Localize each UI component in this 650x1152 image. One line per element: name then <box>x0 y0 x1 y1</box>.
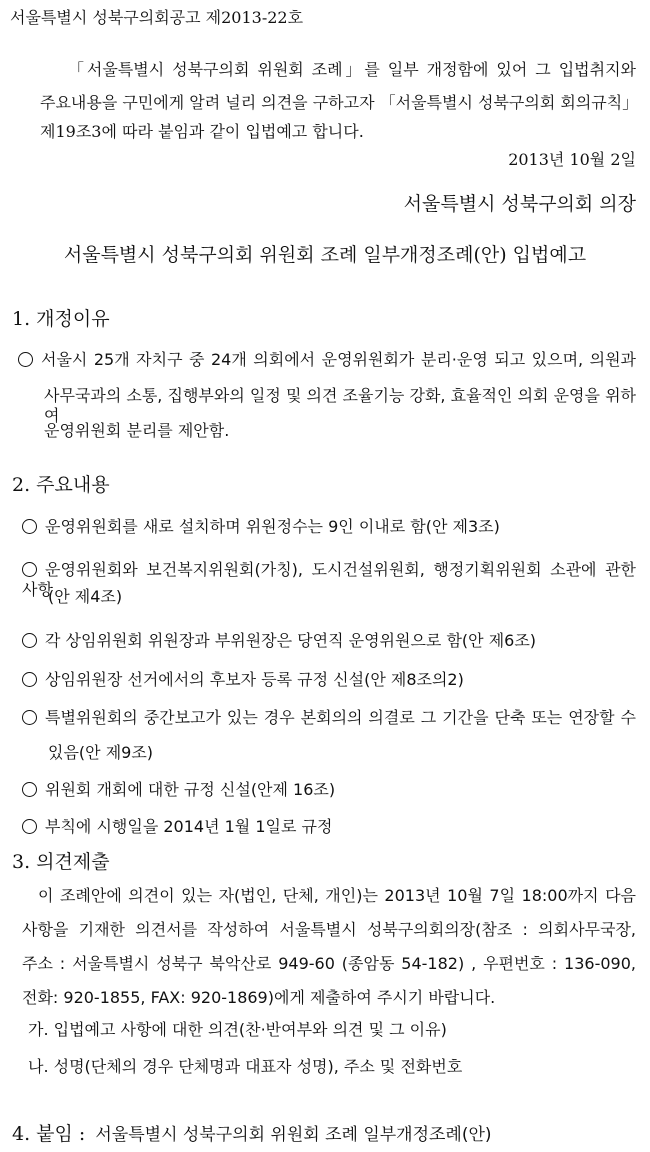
bullet-circle-icon <box>22 519 37 534</box>
section3-line-2: 사항을 기재한 의견서를 작성하여 서울특별시 성북구의회의장(참조 : 의회사무국장, <box>22 920 636 939</box>
section4-heading: 4. 붙임 : <box>12 1123 86 1145</box>
intro-line-1: 「서울특별시 성북구의회 위원회 조례」를 일부 개정함에 있어 그 입법취지와 <box>68 60 636 79</box>
notice-date: 2013년 10월 2일 <box>508 150 636 169</box>
list-item: 운영위원회와 보건복지위원회(가칭), 도시건설위원회, 행정기획위원회 소관에 관한 사항 <box>22 560 636 599</box>
list-item: 위원회 개회에 대한 규정 신설(안제 16조) <box>22 780 335 800</box>
section2-heading: 2. 주요내용 <box>12 474 110 496</box>
bullet-circle-icon <box>22 819 37 834</box>
section1-line-2: 사무국과의 소통, 집행부와의 일정 및 의견 조율기능 강화, 효율적인 의회 운영을 위하여 <box>44 386 636 425</box>
signer-name: 서울특별시 성북구의회 의장 <box>403 193 636 215</box>
intro-line-2: 주요내용을 구민에게 알려 널리 의견을 구하고자 「서울특별시 성북구의회 회의규칙」 <box>40 93 639 112</box>
section3-line-1: 이 조례안에 의견이 있는 자(법인, 단체, 개인)는 2013년 10월 7일 18:00까지 다음 <box>38 886 636 905</box>
section1-line-3: 운영위원회 분리를 제안함. <box>44 421 230 440</box>
bullet-circle-icon <box>18 352 33 367</box>
section1-heading: 1. 개정이유 <box>12 308 110 330</box>
list-item: 각 상임위원회 위원장과 부위원장은 당연직 운영위원으로 함(안 제6조) <box>22 631 536 651</box>
section3-item-na: 나. 성명(단체의 경우 단체명과 대표자 성명), 주소 및 전화번호 <box>28 1057 463 1076</box>
list-item: 상임위원장 선거에서의 후보자 등록 규정 신설(안 제8조의2) <box>22 670 464 690</box>
attachment-title: 서울특별시 성북구의회 위원회 조례 일부개정조례(안) <box>95 1125 492 1145</box>
section3-item-ga: 가. 입법예고 사항에 대한 의견(찬·반여부와 의견 및 그 이유) <box>28 1020 447 1039</box>
bullet-circle-icon <box>22 633 37 648</box>
bullet-circle-icon <box>22 562 37 577</box>
section1-line-1: 서울시 25개 자치구 중 24개 의회에서 운영위원회가 분리·운영 되고 있으며, 의원과 <box>18 350 636 370</box>
section4 <box>12 1122 492 1147</box>
intro-line-3: 제19조3에 따라 붙임과 같이 입법예고 합니다. <box>40 122 364 141</box>
list-item: 운영위원회를 새로 설치하며 위원정수는 9인 이내로 함(안 제3조) <box>22 517 500 537</box>
list-item: 특별위원회의 중간보고가 있는 경우 본회의의 의결로 그 기간을 단축 또는 연장할 수 <box>22 708 636 728</box>
bullet-circle-icon <box>22 672 37 687</box>
section3-heading: 3. 의견제출 <box>12 851 110 873</box>
notice-number: 서울특별시 성북구의회공고 제2013-22호 <box>10 8 304 27</box>
list-item: 부칙에 시행일을 2014년 1월 1일로 규정 <box>22 817 332 837</box>
section3-line-3: 주소 : 서울특별시 성북구 북악산로 949-60 (종암동 54-182) , 우편번호 : 136-090, <box>22 954 636 973</box>
list-item-continuation: (안 제4조) <box>48 587 123 606</box>
list-item-continuation: 있음(안 제9조) <box>48 743 154 762</box>
page-title: 서울특별시 성북구의회 위원회 조례 일부개정조례(안) 입법예고 <box>63 244 587 266</box>
section3-line-4: 전화: 920-1855, FAX: 920-1869)에게 제출하여 주시기 바랍니다. <box>22 988 496 1007</box>
bullet-circle-icon <box>22 782 37 797</box>
bullet-circle-icon <box>22 710 37 725</box>
